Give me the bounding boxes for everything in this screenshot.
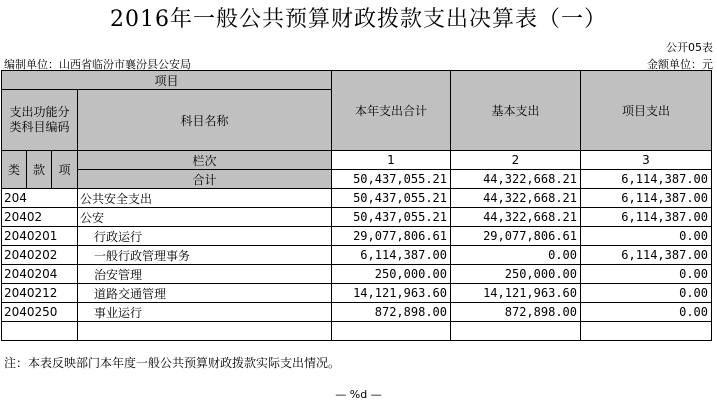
row-project: 6,114,387.00 <box>581 208 712 227</box>
row-code: 2040250 <box>2 303 78 322</box>
row-project: 6,114,387.00 <box>581 189 712 208</box>
row-basic: 250,000.00 <box>451 265 581 284</box>
page-title: 2016年一般公共预算财政拨款支出决算表（一） <box>110 7 607 32</box>
header-item: 项目 <box>2 71 332 90</box>
page-footer: — %d — <box>335 388 382 401</box>
compiling-unit: 编制单位：山西省临汾市襄汾县公安局 <box>4 58 191 71</box>
row-total: 29,077,806.61 <box>332 227 451 246</box>
header-lanci: 栏次 <box>78 151 332 170</box>
form-code: 公开05表 <box>666 41 713 54</box>
header-total: 本年支出合计 <box>332 71 451 151</box>
table-row <box>2 265 712 284</box>
row-project: 6,114,387.00 <box>581 246 712 265</box>
row-basic: 0.00 <box>451 246 581 265</box>
row-name: 行政运行 <box>78 227 332 246</box>
row-total: 6,114,387.00 <box>332 246 451 265</box>
row-project: 0.00 <box>581 227 712 246</box>
col-number-3: 3 <box>581 151 712 170</box>
total-basic: 44,322,668.21 <box>451 170 581 189</box>
header-basic: 基本支出 <box>451 71 581 151</box>
table-row <box>2 227 712 246</box>
table-row <box>2 284 712 303</box>
row-basic: 14,121,963.60 <box>451 284 581 303</box>
expenditure-table <box>1 70 712 341</box>
row-total: 50,437,055.21 <box>332 208 451 227</box>
row-code: 2040204 <box>2 265 78 284</box>
row-basic: 872,898.00 <box>451 303 581 322</box>
row-code: 2040212 <box>2 284 78 303</box>
table-row <box>2 303 712 322</box>
row-basic: 29,077,806.61 <box>451 227 581 246</box>
row-name: 道路交通管理 <box>78 284 332 303</box>
table-row <box>2 208 712 227</box>
row-basic: 44,322,668.21 <box>451 208 581 227</box>
table-row-empty <box>2 322 712 341</box>
row-total: 14,121,963.60 <box>332 284 451 303</box>
header-kuan: 款 <box>27 151 52 189</box>
row-total: 250,000.00 <box>332 265 451 284</box>
table-note: 注：本表反映部门本年度一般公共预算财政拨款实际支出情况。 <box>4 356 341 370</box>
row-name: 一般行政管理事务 <box>78 246 332 265</box>
table-row <box>2 246 712 265</box>
amount-unit: 金额单位：元 <box>647 58 713 71</box>
row-code: 20402 <box>2 208 78 227</box>
row-project: 0.00 <box>581 303 712 322</box>
row-code: 2040202 <box>2 246 78 265</box>
row-basic: 44,322,668.21 <box>451 189 581 208</box>
row-name: 治安管理 <box>78 265 332 284</box>
row-name: 公安 <box>78 208 332 227</box>
row-project: 0.00 <box>581 265 712 284</box>
col-number-1: 1 <box>332 151 451 170</box>
row-name: 事业运行 <box>78 303 332 322</box>
table-row <box>2 189 712 208</box>
header-project: 项目支出 <box>581 71 712 151</box>
row-total: 872,898.00 <box>332 303 451 322</box>
header-subject-name: 科目名称 <box>78 90 332 151</box>
total-project: 6,114,387.00 <box>581 170 712 189</box>
row-total: 50,437,055.21 <box>332 189 451 208</box>
row-code: 2040201 <box>2 227 78 246</box>
header-xiang: 项 <box>52 151 78 189</box>
total-sum: 50,437,055.21 <box>332 170 451 189</box>
col-number-2: 2 <box>451 151 581 170</box>
row-code: 204 <box>2 189 78 208</box>
header-heji: 合计 <box>78 170 332 189</box>
header-lei: 类 <box>2 151 27 189</box>
row-project: 0.00 <box>581 284 712 303</box>
row-name: 公共安全支出 <box>78 189 332 208</box>
header-func-code: 支出功能分类科目编码 <box>2 90 78 151</box>
